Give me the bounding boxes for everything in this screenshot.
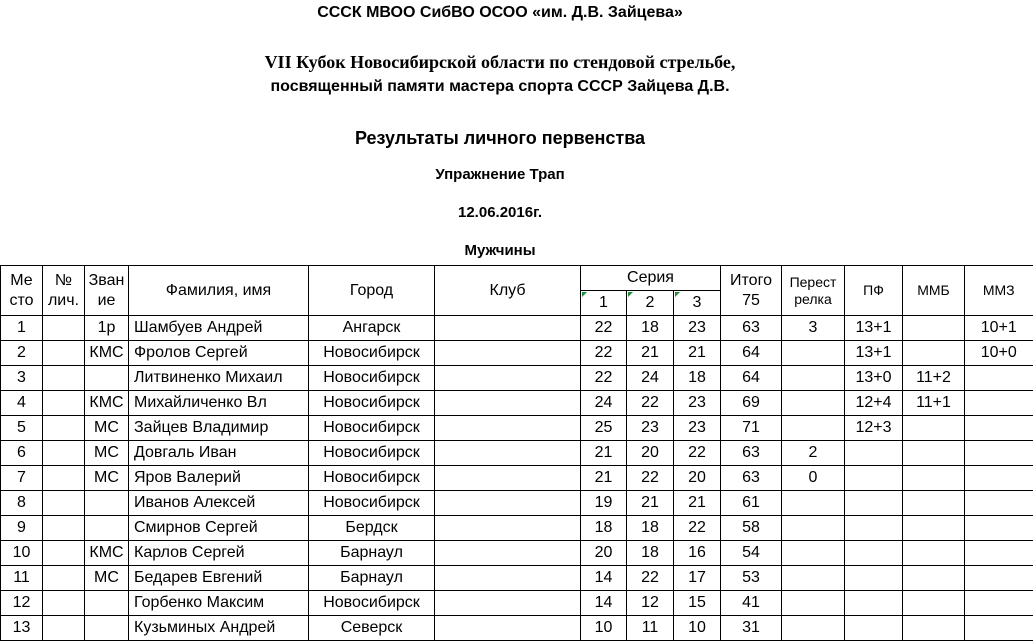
cell-series-3: 16: [674, 541, 721, 566]
cell-mmz: [965, 441, 1033, 466]
cell-series-2: 21: [627, 491, 674, 516]
cell-number: [43, 416, 85, 441]
results-title: Результаты личного первенства: [354, 128, 646, 148]
cell-series-3: 21: [674, 491, 721, 516]
cell-club: [435, 316, 581, 341]
cell-total: 61: [721, 491, 782, 516]
cell-name: Горбенко Максим: [129, 591, 309, 616]
cell-shootoff: [782, 391, 845, 416]
cell-pf: 12+3: [845, 416, 903, 441]
cell-rank: [85, 491, 129, 516]
cell-rank: [85, 591, 129, 616]
table-row: [1, 441, 1033, 466]
cell-total: 63: [721, 466, 782, 491]
cell-place: 6: [1, 441, 43, 466]
cell-pf: 12+4: [845, 391, 903, 416]
cell-name: Литвиненко Михаил: [129, 366, 309, 391]
table-row: [1, 616, 1033, 641]
cell-mmz: [965, 466, 1033, 491]
cell-mmz: [965, 541, 1033, 566]
cell-shootoff: [782, 616, 845, 641]
cell-series-2: 11: [627, 616, 674, 641]
cell-number: [43, 316, 85, 341]
cell-pf: 13+1: [845, 316, 903, 341]
cell-club: [435, 441, 581, 466]
cell-series-2: 22: [627, 466, 674, 491]
cell-name: Шамбуев Андрей: [129, 316, 309, 341]
cell-number: [43, 516, 85, 541]
cell-pf: [845, 591, 903, 616]
cell-number: [43, 391, 85, 416]
cell-place: 8: [1, 491, 43, 516]
cell-club: [435, 366, 581, 391]
category-title: Мужчины: [464, 242, 536, 259]
cell-name: Михайличенко Вл: [129, 391, 309, 416]
cell-series-3: 23: [674, 316, 721, 341]
cell-name: Бедарев Евгений: [129, 566, 309, 591]
cell-pf: [845, 441, 903, 466]
cell-pf: 13+0: [845, 366, 903, 391]
cell-shootoff: 2: [782, 441, 845, 466]
cell-mmb: [903, 566, 965, 591]
cell-pf: [845, 516, 903, 541]
competition-date: 12.06.2016г.: [458, 204, 542, 221]
table-row: [1, 516, 1033, 541]
cell-name: Кузьминых Андрей: [129, 616, 309, 641]
cell-number: [43, 566, 85, 591]
cell-mmb: [903, 416, 965, 441]
cell-number: [43, 591, 85, 616]
cell-club: [435, 341, 581, 366]
col-mmb-header: ММБ: [903, 266, 965, 316]
cell-total: 64: [721, 341, 782, 366]
cell-mmb: 11+2: [903, 366, 965, 391]
cell-mmb: [903, 441, 965, 466]
cell-city: Северск: [309, 616, 435, 641]
cell-city: Барнаул: [309, 566, 435, 591]
col-place-line2: сто: [9, 291, 34, 309]
cell-series-3: 22: [674, 441, 721, 466]
cell-place: 3: [1, 366, 43, 391]
cell-city: Новосибирск: [309, 341, 435, 366]
cell-pf: [845, 541, 903, 566]
cell-mmb: [903, 316, 965, 341]
cell-pf: [845, 616, 903, 641]
col-total-line2: 75: [742, 291, 760, 309]
cell-series-3: 22: [674, 516, 721, 541]
cell-rank: МС: [85, 416, 129, 441]
cell-series-1: 22: [581, 366, 627, 391]
cell-series-3: 15: [674, 591, 721, 616]
cell-shootoff: [782, 341, 845, 366]
cell-mmz: [965, 616, 1033, 641]
cell-total: 31: [721, 616, 782, 641]
table-row: [1, 566, 1033, 591]
table-row: [1, 391, 1033, 416]
cell-total: 63: [721, 316, 782, 341]
col-shootoff-line2: релка: [794, 290, 832, 307]
cell-place: 7: [1, 466, 43, 491]
cup-title-line2: посвященный памяти мастера спорта СССР Зайцева Д.В.: [270, 78, 730, 95]
cell-total: 63: [721, 441, 782, 466]
cell-name: Карлов Сергей: [129, 541, 309, 566]
cell-rank: [85, 516, 129, 541]
cell-series-3: 21: [674, 341, 721, 366]
cell-rank: КМС: [85, 541, 129, 566]
cell-total: 64: [721, 366, 782, 391]
cell-shootoff: [782, 516, 845, 541]
cell-mmb: [903, 341, 965, 366]
col-series-2-header: 2: [627, 291, 674, 316]
cell-number: [43, 491, 85, 516]
cell-mmb: [903, 591, 965, 616]
cell-mmb: [903, 491, 965, 516]
cell-series-2: 20: [627, 441, 674, 466]
cell-rank: МС: [85, 441, 129, 466]
results-body: [1, 316, 1033, 641]
cell-number: [43, 441, 85, 466]
cell-mmz: [965, 516, 1033, 541]
cell-mmz: 10+1: [965, 316, 1033, 341]
cell-place: 1: [1, 316, 43, 341]
cell-rank: 1р: [85, 316, 129, 341]
cell-series-1: 14: [581, 591, 627, 616]
cell-series-1: 14: [581, 566, 627, 591]
cell-number: [43, 366, 85, 391]
col-name-header: Фамилия, имя: [129, 266, 309, 316]
cell-shootoff: [782, 416, 845, 441]
cell-total: 53: [721, 566, 782, 591]
cell-place: 2: [1, 341, 43, 366]
header-row-1: [1, 266, 1033, 291]
cell-place: 5: [1, 416, 43, 441]
col-pf-header: ПФ: [845, 266, 903, 316]
cell-series-3: 18: [674, 366, 721, 391]
cell-mmz: [965, 366, 1033, 391]
cell-mmb: 11+1: [903, 391, 965, 416]
col-series-3-header: 3: [674, 291, 721, 316]
cell-club: [435, 391, 581, 416]
cell-series-1: 10: [581, 616, 627, 641]
cell-mmb: [903, 616, 965, 641]
cell-shootoff: [782, 491, 845, 516]
cell-series-2: 12: [627, 591, 674, 616]
cell-series-1: 21: [581, 466, 627, 491]
cell-rank: МС: [85, 566, 129, 591]
cell-mmb: [903, 516, 965, 541]
cell-mmz: [965, 416, 1033, 441]
cell-series-2: 24: [627, 366, 674, 391]
cell-series-2: 22: [627, 566, 674, 591]
cell-shootoff: 0: [782, 466, 845, 491]
cell-series-1: 22: [581, 341, 627, 366]
col-series-1-header: 1: [581, 291, 627, 316]
cell-mmz: 10+0: [965, 341, 1033, 366]
cell-city: Бердск: [309, 516, 435, 541]
col-club-header: Клуб: [435, 266, 581, 316]
cell-name: Довгаль Иван: [129, 441, 309, 466]
cell-club: [435, 516, 581, 541]
cell-number: [43, 616, 85, 641]
col-place-line1: Ме: [10, 271, 33, 289]
cell-club: [435, 541, 581, 566]
table-row: [1, 466, 1033, 491]
cell-mmz: [965, 491, 1033, 516]
cell-shootoff: [782, 591, 845, 616]
cell-mmz: [965, 591, 1033, 616]
cell-rank: КМС: [85, 391, 129, 416]
table-row: [1, 316, 1033, 341]
cell-name: Зайцев Владимир: [129, 416, 309, 441]
results-table: [0, 265, 1033, 641]
cell-shootoff: [782, 366, 845, 391]
exercise-title: Упражнение Трап: [435, 166, 565, 183]
table-row: [1, 591, 1033, 616]
cell-total: 69: [721, 391, 782, 416]
cell-shootoff: 3: [782, 316, 845, 341]
cell-city: Новосибирск: [309, 366, 435, 391]
cell-series-2: 18: [627, 316, 674, 341]
cell-mmz: [965, 566, 1033, 591]
col-total-header: [721, 266, 782, 316]
cell-rank: [85, 616, 129, 641]
cell-series-2: 22: [627, 391, 674, 416]
cell-city: Новосибирск: [309, 441, 435, 466]
cell-series-1: 18: [581, 516, 627, 541]
cell-club: [435, 616, 581, 641]
cell-mmz: [965, 391, 1033, 416]
cell-place: 13: [1, 616, 43, 641]
cell-series-3: 23: [674, 391, 721, 416]
cell-series-1: 25: [581, 416, 627, 441]
col-number-header: [43, 266, 85, 316]
cell-series-3: 20: [674, 466, 721, 491]
cell-series-3: 17: [674, 566, 721, 591]
col-rank-line1: Зван: [88, 271, 125, 289]
table-row: [1, 491, 1033, 516]
col-series-header: Серия: [581, 266, 721, 291]
col-rank-line2: ие: [97, 291, 116, 309]
cell-city: Ангарск: [309, 316, 435, 341]
cell-series-3: 10: [674, 616, 721, 641]
cell-rank: [85, 366, 129, 391]
cell-pf: 13+1: [845, 341, 903, 366]
cell-city: Новосибирск: [309, 391, 435, 416]
cell-rank: МС: [85, 466, 129, 491]
cell-club: [435, 491, 581, 516]
cell-club: [435, 466, 581, 491]
cell-place: 12: [1, 591, 43, 616]
cell-series-1: 20: [581, 541, 627, 566]
cell-series-2: 21: [627, 341, 674, 366]
cell-series-1: 24: [581, 391, 627, 416]
cell-city: Новосибирск: [309, 591, 435, 616]
cell-shootoff: [782, 541, 845, 566]
col-mmz-header: ММЗ: [965, 266, 1033, 316]
cell-place: 10: [1, 541, 43, 566]
cell-city: Новосибирск: [309, 491, 435, 516]
cell-series-2: 23: [627, 416, 674, 441]
cell-rank: КМС: [85, 341, 129, 366]
col-place-header: [1, 266, 43, 316]
cell-name: Смирнов Сергей: [129, 516, 309, 541]
cell-total: 58: [721, 516, 782, 541]
cell-city: Барнаул: [309, 541, 435, 566]
cell-mmb: [903, 541, 965, 566]
col-shootoff-header: [782, 266, 845, 316]
cell-club: [435, 416, 581, 441]
cell-series-2: 18: [627, 516, 674, 541]
cell-total: 71: [721, 416, 782, 441]
col-number-line1: №: [54, 271, 73, 289]
cell-series-1: 22: [581, 316, 627, 341]
table-row: [1, 341, 1033, 366]
cell-series-2: 18: [627, 541, 674, 566]
cell-pf: [845, 566, 903, 591]
cell-club: [435, 566, 581, 591]
cell-club: [435, 591, 581, 616]
cell-pf: [845, 491, 903, 516]
cell-name: Фролов Сергей: [129, 341, 309, 366]
cell-name: Яров Валерий: [129, 466, 309, 491]
cell-name: Иванов Алексей: [129, 491, 309, 516]
cell-mmb: [903, 466, 965, 491]
organization-title: СССК МВОО СибВО ОСОО «им. Д.В. Зайцева»: [317, 4, 683, 21]
cell-total: 41: [721, 591, 782, 616]
cell-series-1: 19: [581, 491, 627, 516]
col-number-line2: лич.: [47, 291, 80, 309]
cup-title-line1: VII Кубок Новосибирской области по стендовой стрельбе,: [264, 52, 736, 72]
cell-city: Новосибирск: [309, 466, 435, 491]
col-total-line1: Итого: [730, 271, 772, 289]
cell-pf: [845, 466, 903, 491]
col-city-header: Город: [309, 266, 435, 316]
cell-number: [43, 341, 85, 366]
table-row: [1, 416, 1033, 441]
cell-number: [43, 541, 85, 566]
cell-place: 4: [1, 391, 43, 416]
cell-series-3: 23: [674, 416, 721, 441]
cell-place: 9: [1, 516, 43, 541]
cell-total: 54: [721, 541, 782, 566]
cell-series-1: 21: [581, 441, 627, 466]
col-rank-header: [85, 266, 129, 316]
cell-shootoff: [782, 566, 845, 591]
table-row: [1, 366, 1033, 391]
cell-number: [43, 466, 85, 491]
col-shootoff-line1: Перест: [789, 273, 837, 290]
table-row: [1, 541, 1033, 566]
cell-city: Новосибирск: [309, 416, 435, 441]
cell-place: 11: [1, 566, 43, 591]
